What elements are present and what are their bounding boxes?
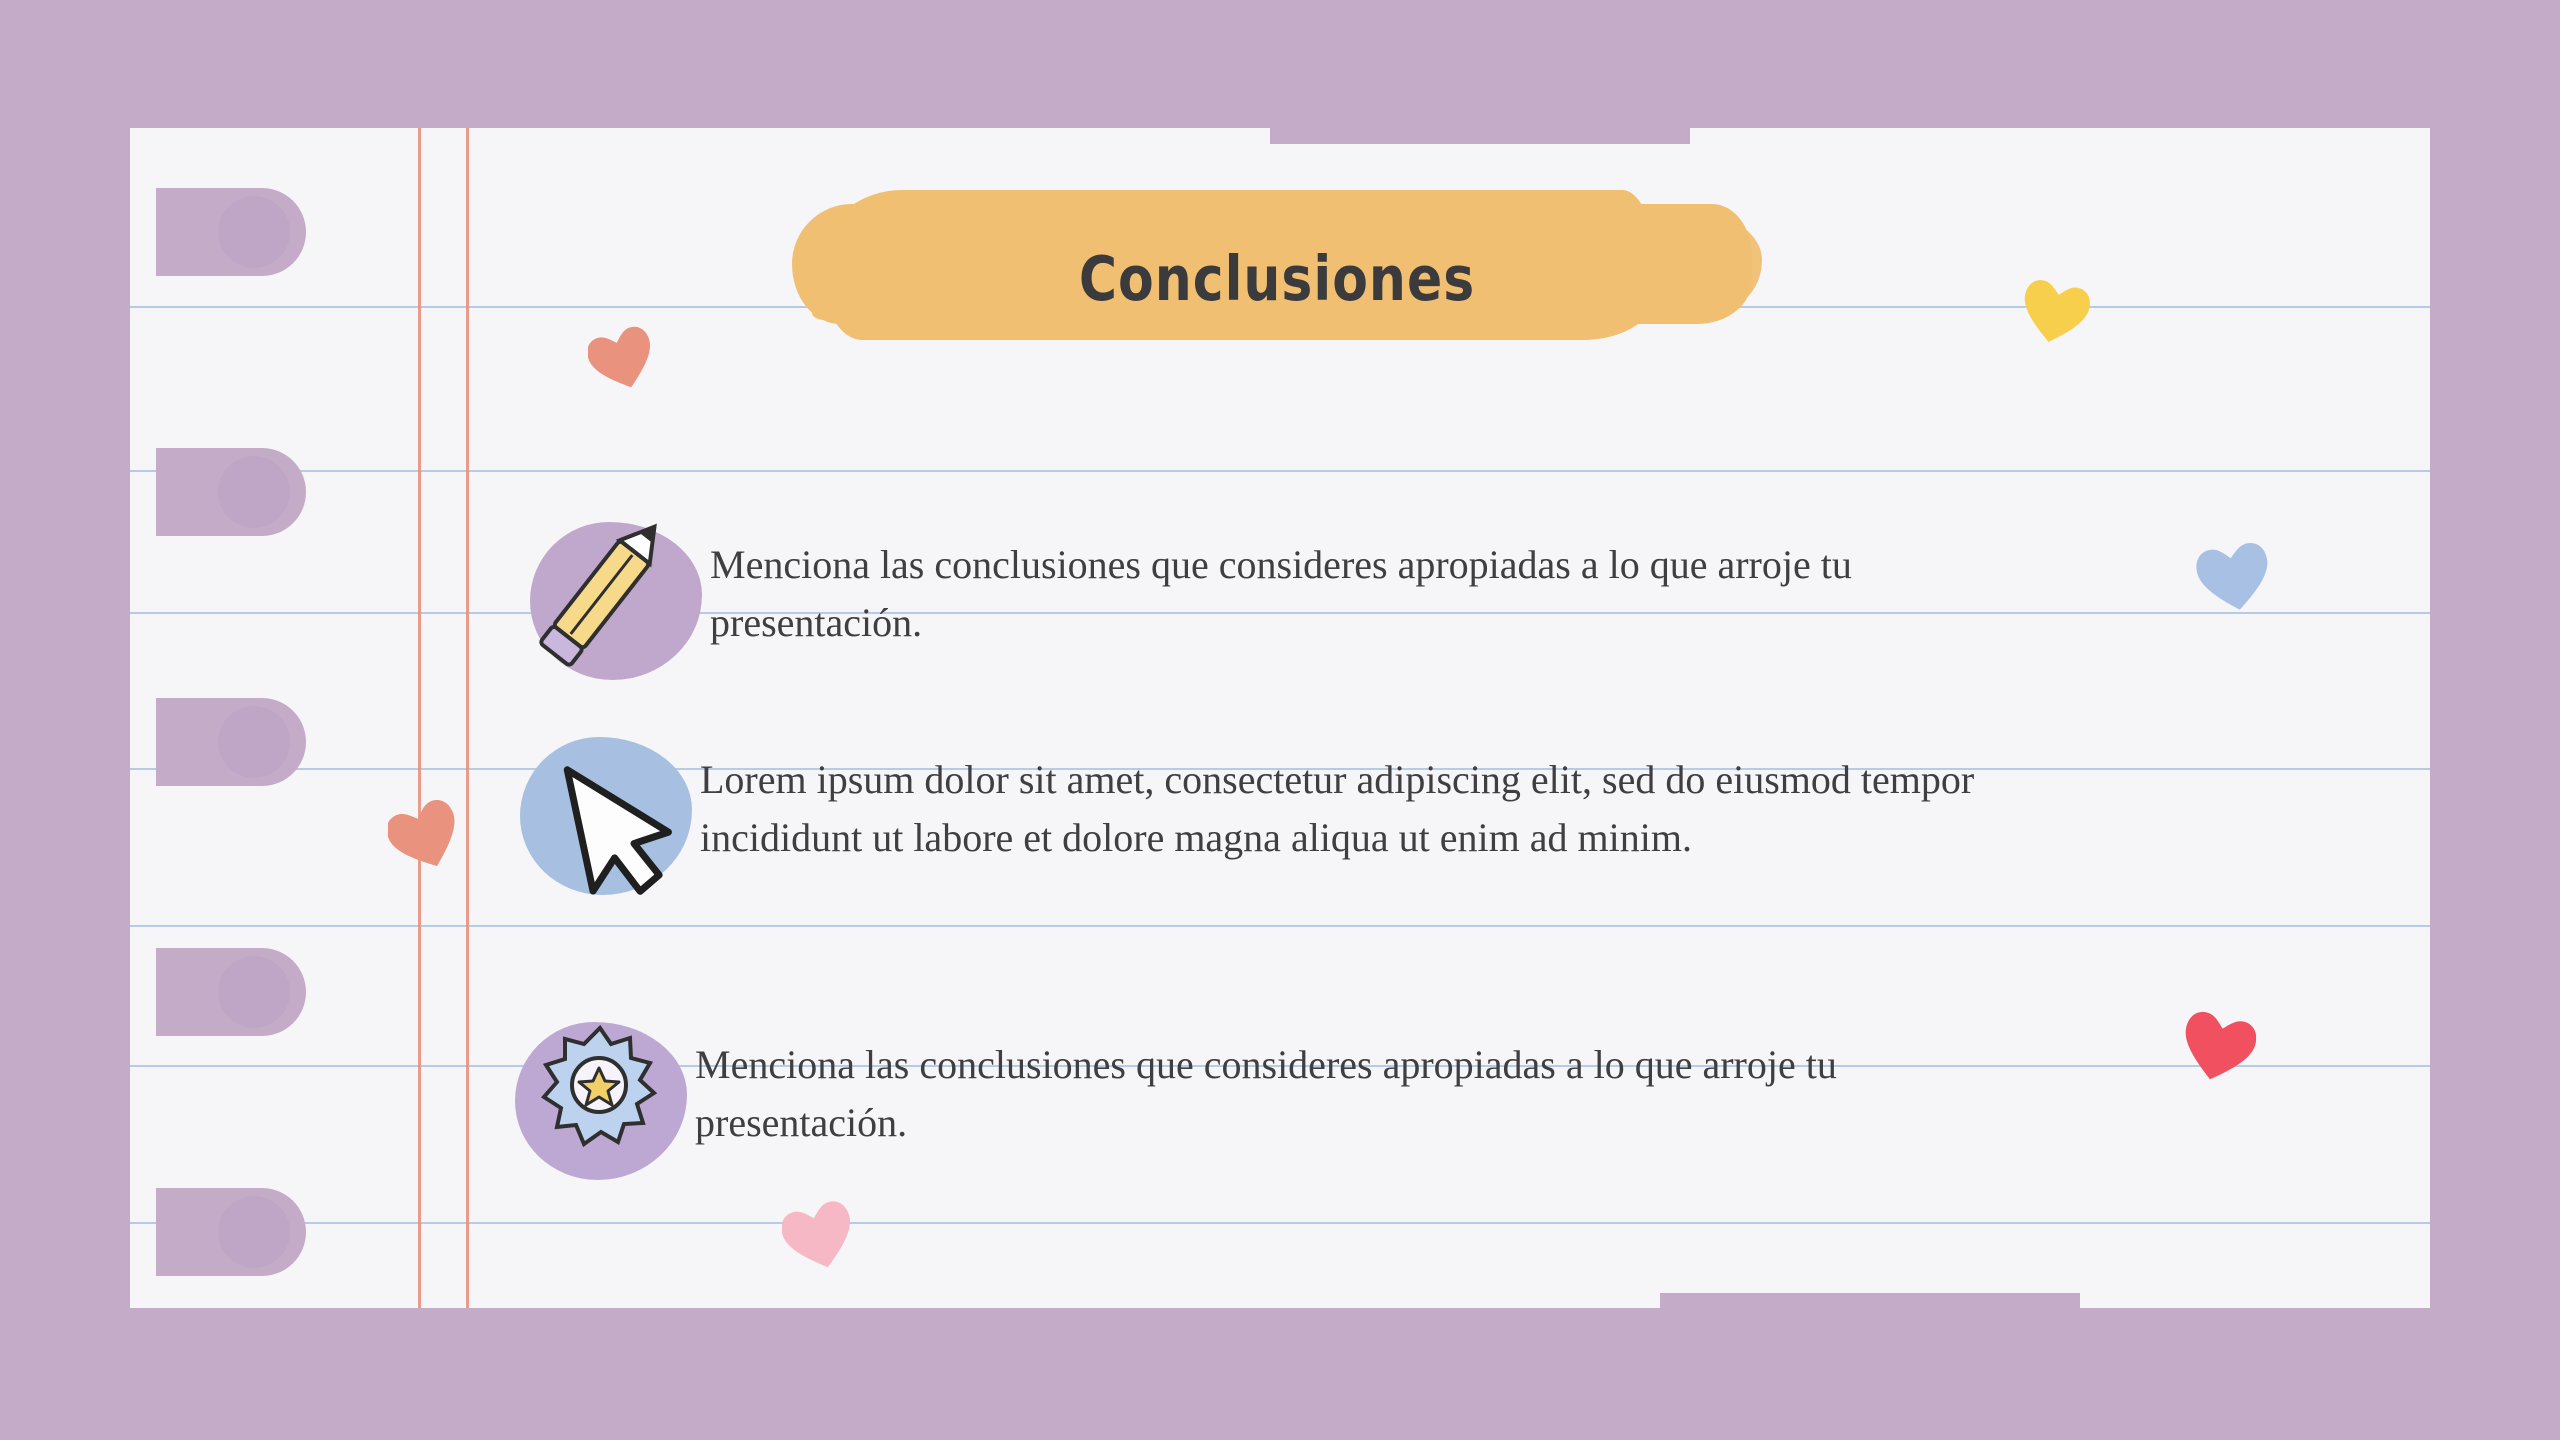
heart-pink-icon [782,1200,856,1272]
margin-line [466,128,469,1308]
bullet-row [505,1010,1985,1190]
punch-hole [156,698,306,786]
paper-bottom-tear [1660,1293,2080,1309]
heart-yellow-icon [2020,278,2090,346]
bullet-text: Lorem ipsum dolor sit amet, consectetur adipiscing elit, sed do eiusmod tempor incididunt ut labore et dolore magna aliqua ut enim ad minim. [700,757,1975,860]
paper-top-tear [1270,128,1690,144]
bullet-text: Menciona las conclusiones que consideres apropiadas a lo que arroje tu presentación. [710,542,1852,645]
page-title: Conclusiones [1078,244,1476,316]
bullet-row [520,510,2000,690]
heart-salmon-icon [588,326,656,392]
punch-hole [156,1188,306,1276]
heart-red-icon [2180,1010,2256,1084]
rule-line [130,1222,2430,1224]
punch-holes-strip [130,128,300,1308]
bullet-row [510,725,1990,905]
cursor-arrow-icon [510,725,700,905]
heart-salmon-left-icon [388,800,462,872]
award-badge-icon [505,1010,695,1190]
heart-blue-icon [2196,540,2272,614]
punch-hole [156,188,306,276]
rule-line [130,470,2430,472]
margin-line [418,128,421,1308]
bullet-text: Menciona las conclusiones que consideres apropiadas a lo que arroje tu presentación. [695,1042,1837,1145]
punch-hole [156,448,306,536]
rule-line [130,925,2430,927]
punch-hole [156,948,306,1036]
pencil-icon [520,510,710,690]
